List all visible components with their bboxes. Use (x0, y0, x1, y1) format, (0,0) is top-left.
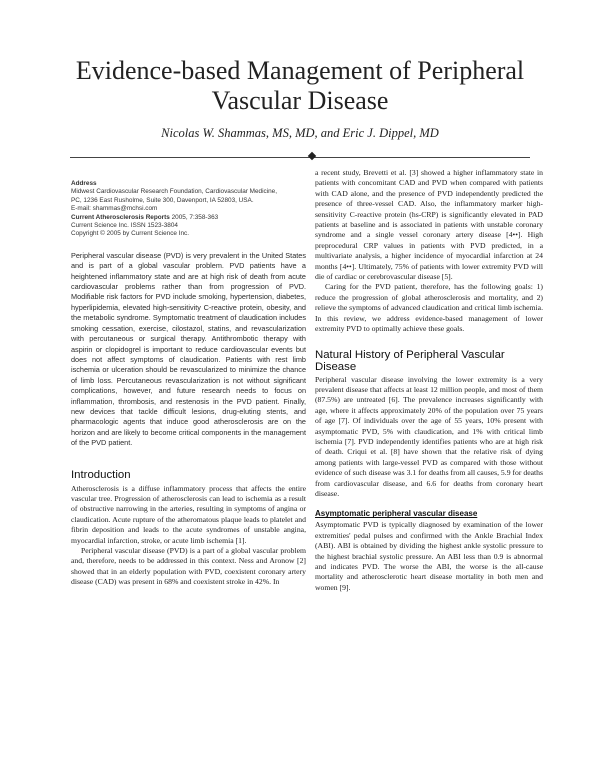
body-paragraph-1: a recent study, Brevetti et al. [3] showed a higher inflammatory state in patients with concomitant CAD and PVD when compared with patients with CAD alone, and the presence of PVD independently predicted the presence of three-vessel CAD. Also, the inflammatory marker high-sensitivity C-reactive protein (hs-CRP) is significantly elevated in PAD patients at baseline and is associated in patients with unstable coronary syndrome and a single vessel coronary artery disease [4••]. High preprocedural CRP values in patients with PVD predicted, in a multivariate analysis, a higher incidence of myocardial infarction at 24 months [4••]. Ultimately, 75% of patients with lower extremity PVD will die of cardiac or cerebrovascular disease [5]. (315, 168, 543, 282)
address-line-1: Midwest Cardiovascular Research Foundation, Cardiovascular Medicine, (71, 188, 278, 196)
reports-heading: Current Atherosclerosis Reports (71, 213, 170, 221)
body-paragraph-2: Caring for the PVD patient, therefore, has the following goals: 1) reduce the progression of global atherosclerosis and mortality, and 2) relieve the symptoms of advanced claudication and critical limb ischemia. In this review, we address evidence-based management of lower extremity PVD to optimally achieve these goals. (315, 282, 543, 334)
rule-ornament (308, 152, 316, 160)
abstract: Peripheral vascular disease (PVD) is very prevalent in the United States and is part of a global vascular problem. PVD patients have a heightened inflammatory state and are at high risk of death from acute cardiovascular problems rather than from progression of PVD. Modifiable risk factors for PVD include smoking, hypertension, diabetes, hyperlipidemia, elevated high-sensitivity C-reactive protein, obesity, and the metabolic syndrome. Symptomatic treatment of claudication includes smoking cessation, exercise, cilostazol, statins, and revascularization with percutaneous or surgical therapy. Antithrombotic therapy with aspirin or clopidogrel is important to reduce cardiovascular events but does not affect symptoms of claudication. Patients with rest limb ischemia or ulceration should be revascularized to minimize the chance of limb loss. Percutaneous revascularization is not without significant complications, however, and future research needs to focus on inflammation, thrombosis, and restenosis in the PVD patient. Finally, new devices that tackle difficult lesions, drug-eluting stents, and pharmacologic agents that induce good atherosclerosis are on the horizon and are likely to become critical components in the management of the PVD patient. (71, 250, 306, 448)
introduction-heading: Introduction (71, 468, 131, 481)
left-column (71, 180, 306, 588)
right-column (315, 168, 543, 593)
natural-history-paragraph: Peripheral vascular disease involving the lower extremity is a very prevalent disease that affects at least 12 million people, and most of them (87.5%) are untreated [6]. The prevalence increases significantly with age, where it affects approximately 20% of the population over 75 years of age [7]. Of individuals over the age of 55 years, 10% present with asymptomatic PVD, 5% with claudication, and 1% with critical limb ischemia [7]. PVD independently identifies patients who are at high risk of death. Criqui et al. [8] have shown that the relative risk of dying among patients with large-vessel PVD as compared with those without evidence of such disease was 3.1 for deaths from all causes, 5.9 for deaths from cardiovascular disease, and 6.6 for deaths from coronary heart disease. (315, 374, 543, 498)
article-title: Evidence-based Management of Peripheral Vascular Disease (75, 56, 525, 115)
introduction-paragraph-1: Atherosclerosis is a diffuse inflammatory process that affects the entire vascular tree. Progression of atherosclerosis can lead to ischemia as a result of obstructive narrowing in the arteries, resulting in symptoms of angina or claudication. Acute rupture of the atheromatous plaque leads to platelet and fibrin deposition and leads to the acute syndromes of unstable angina, myocardial infarction, stroke, or acute limb ischemia [1]. (71, 483, 306, 545)
introduction-section (71, 469, 306, 588)
publisher-line: Current Science Inc. ISSN 1523-3804 (71, 222, 178, 230)
natural-history-heading: Natural History of Peripheral Vascular Disease (315, 348, 505, 373)
reports-citation: 2005, 7:358-363 (171, 213, 219, 221)
reports-citation-line (71, 214, 306, 222)
address-block (71, 180, 306, 239)
address-heading: Address (71, 180, 97, 187)
title-rule (70, 157, 530, 158)
article-authors: Nicolas W. Shammas, MS, MD, and Eric J. Dippel, MD (161, 126, 439, 140)
asymptomatic-heading: Asymptomatic peripheral vascular disease (315, 509, 478, 519)
address-line-3: E-mail: shammas@mchsi.com (71, 205, 158, 213)
introduction-paragraph-2: Peripheral vascular disease (PVD) is a part of a global vascular problem and, therefore, needs to be addressed in this context. Ness and Aronow [2] showed that in an elderly population with PVD, coexistent coronary artery disease (CAD) was present in 68% and coexistent stroke in 42%. In (71, 546, 306, 587)
copyright-line: Copyright © 2005 by Current Science Inc. (71, 230, 190, 238)
asymptomatic-paragraph: Asymptomatic PVD is typically diagnosed by examination of the lower extremities' pedal pulses and confirmed with the Ankle Brachial Index (ABI). ABI is obtained by dividing the highest ankle systolic pressure to the highest brachial systolic pressure. An ABI less than 0.9 is abnormal and indicates PVD. The worse the ABI, the worse is the all-cause mortality and atherosclerotic heart disease mortality in both men and women [9]. (315, 520, 543, 592)
address-line-2: PC, 1236 East Rusholme, Suite 300, Davenport, IA 52803, USA. (71, 196, 254, 204)
